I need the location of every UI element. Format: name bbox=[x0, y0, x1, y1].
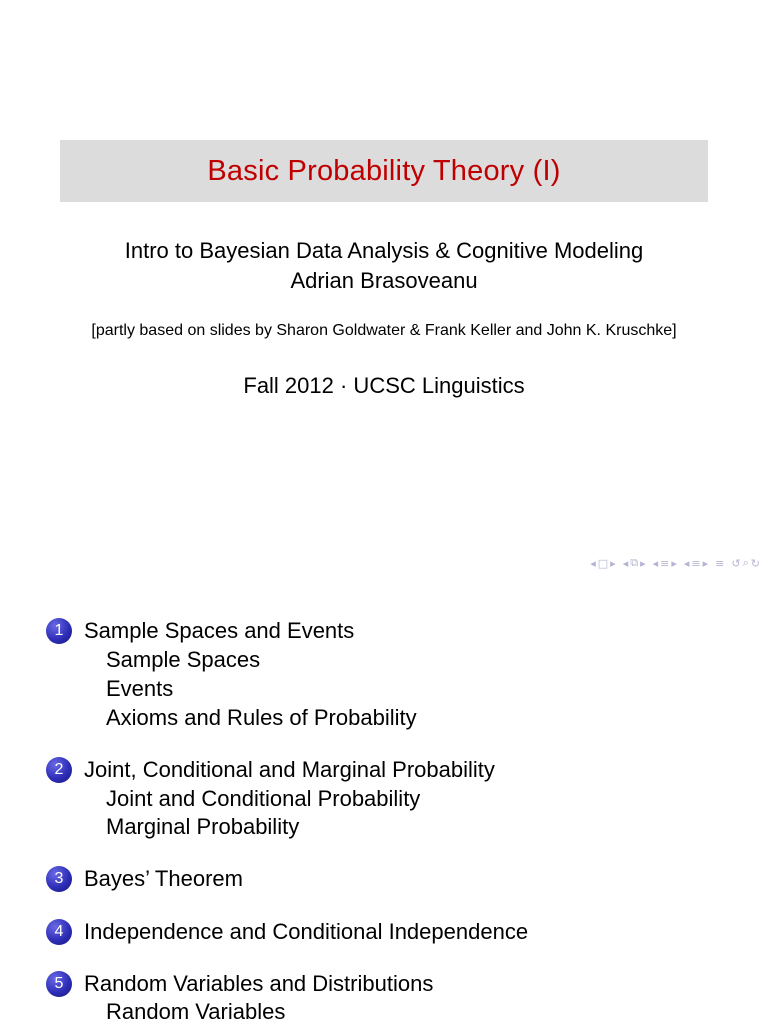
nav-search-icon[interactable]: ↺ ⌕ ↻ bbox=[731, 556, 760, 570]
nav-frame-icon[interactable]: ◂ ⧉ ▸ bbox=[622, 556, 646, 570]
credit-note: [partly based on slides by Sharon Goldwater & Frank Keller and John K. Kruschke] bbox=[91, 322, 677, 339]
section-number-ball: 3 bbox=[46, 866, 72, 892]
toc-section-2[interactable] bbox=[46, 757, 495, 783]
section-label: Bayes’ Theorem bbox=[84, 866, 243, 891]
toc-section-4[interactable] bbox=[46, 919, 528, 945]
nav-section-icon[interactable]: ◂ ≡ ▸ bbox=[683, 556, 709, 570]
toc-section-1[interactable] bbox=[46, 618, 354, 644]
nav-subsection-icon[interactable]: ◂ ≡ ▸ bbox=[652, 556, 677, 570]
toc-subsection[interactable]: Axioms and Rules of Probability bbox=[106, 705, 417, 730]
author-name: Adrian Brasoveanu bbox=[290, 268, 478, 293]
date-institution: Fall 2012 · UCSC Linguistics bbox=[243, 373, 525, 398]
toc-subsection[interactable]: Marginal Probability bbox=[106, 814, 300, 839]
section-label: Independence and Conditional Independence bbox=[84, 919, 529, 944]
toc-section-3[interactable] bbox=[46, 866, 243, 892]
section-number-ball: 2 bbox=[46, 757, 72, 783]
toc-subsection[interactable]: Random Variables bbox=[106, 999, 286, 1024]
title-banner bbox=[60, 140, 708, 202]
section-number-ball: 5 bbox=[46, 971, 72, 997]
nav-first-arrow-icon[interactable]: ◂ □ ▸ bbox=[590, 556, 616, 570]
nav-slide-icon[interactable]: ≡ bbox=[715, 556, 725, 570]
outline-slide bbox=[0, 580, 768, 1024]
course-subtitle: Intro to Bayesian Data Analysis & Cognitive Modeling bbox=[124, 238, 644, 263]
section-label: Joint, Conditional and Marginal Probability bbox=[84, 757, 495, 782]
section-number-ball: 4 bbox=[46, 919, 72, 945]
toc-section-5[interactable] bbox=[46, 971, 433, 997]
toc-subsection[interactable]: Sample Spaces bbox=[106, 647, 261, 672]
beamer-navigation-bar bbox=[590, 556, 760, 570]
slide-title: Basic Probability Theory (I) bbox=[207, 154, 561, 187]
section-label: Random Variables and Distributions bbox=[84, 971, 434, 996]
toc-subsection[interactable]: Joint and Conditional Probability bbox=[106, 786, 421, 811]
toc-subsection[interactable]: Events bbox=[106, 676, 174, 701]
section-label: Sample Spaces and Events bbox=[84, 618, 355, 643]
section-number-ball: 1 bbox=[46, 618, 72, 644]
